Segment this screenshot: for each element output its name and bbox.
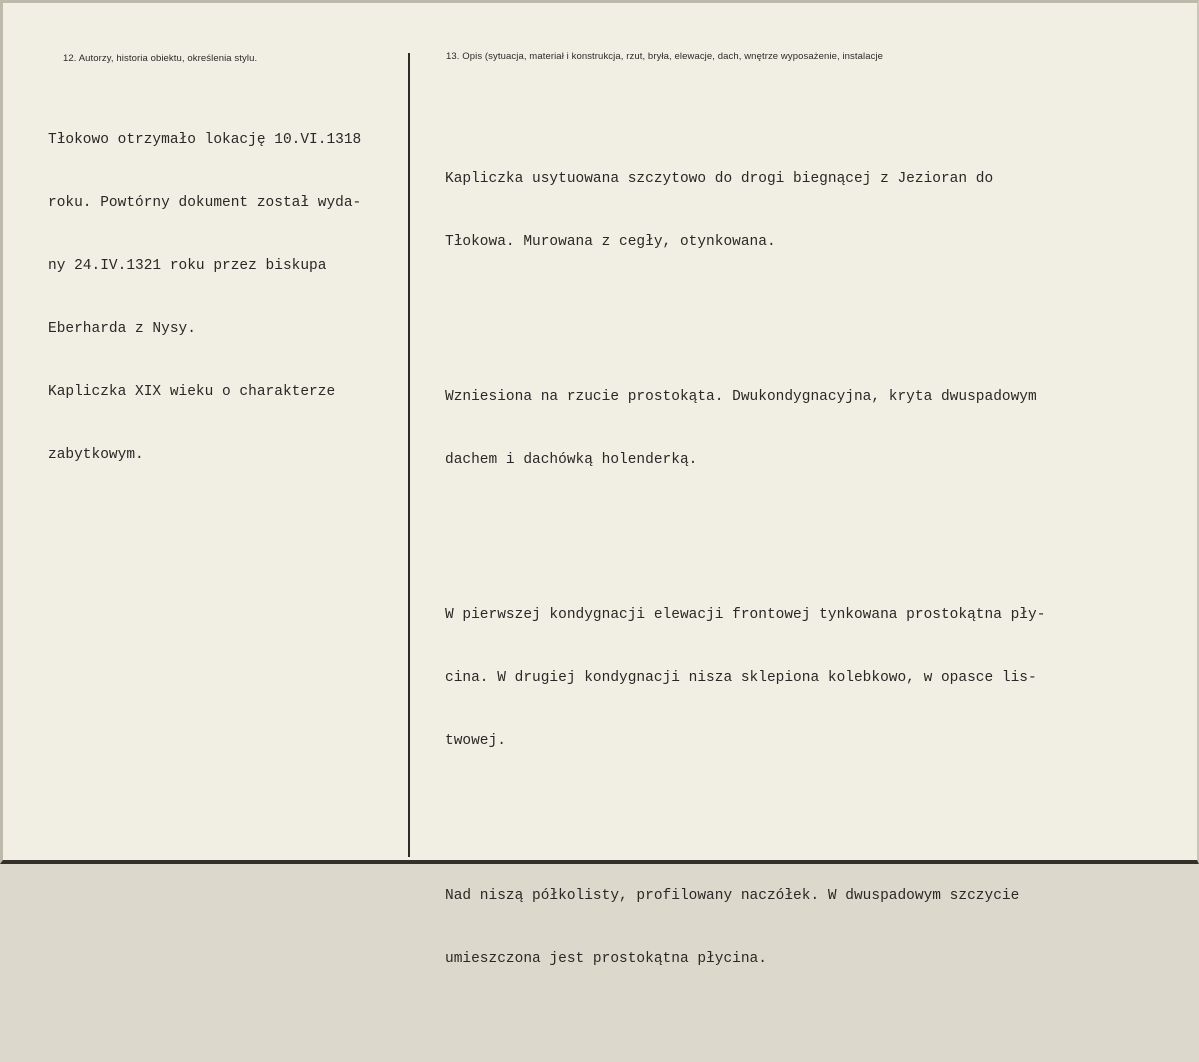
text-line: Tłokowa. Murowana z cegły, otynkowana. bbox=[445, 234, 776, 250]
text-line: Nad niszą półkolisty, profilowany naczółek. W dwuspadowym szczycie bbox=[445, 888, 1020, 904]
text-line: W pierwszej kondygnacji elewacji frontowej tynkowana prostokątna pły- bbox=[445, 607, 1046, 623]
column-divider bbox=[408, 53, 410, 857]
description-paragraph bbox=[445, 563, 1045, 794]
text-line: zabytkowym. bbox=[48, 447, 144, 463]
description-paragraph bbox=[445, 127, 1045, 295]
history-text bbox=[48, 88, 361, 508]
field-12-label: 12. Autorzy, historia obiektu, określenia stylu. bbox=[63, 53, 258, 64]
text-line: Wzniesiona na rzucie prostokąta. Dwukondygnacyjna, kryta dwuspadowym bbox=[445, 389, 1037, 405]
text-line: roku. Powtórny dokument został wyda- bbox=[48, 195, 362, 211]
text-line: ny 24.IV.1321 roku przez biskupa bbox=[48, 258, 327, 274]
text-line: umieszczona jest prostokątna płycina. bbox=[445, 951, 767, 967]
description-paragraph bbox=[445, 844, 1045, 1012]
text-line: Eberharda z Nysy. bbox=[48, 321, 196, 337]
text-line: Kapliczka XIX wieku o charakterze bbox=[48, 384, 336, 400]
field-13-label: 13. Opis (sytuacja, materiał i konstrukcja, rzut, bryła, elewacje, dach, wnętrze wyposażenie, instalacje bbox=[446, 51, 884, 62]
description-paragraph bbox=[445, 345, 1045, 513]
text-line: dachem i dachówką holenderką. bbox=[445, 452, 698, 468]
text-line: Kapliczka usytuowana szczytowo do drogi biegnącej z Jezioran do bbox=[445, 171, 994, 187]
text-line: cina. W drugiej kondygnacji nisza sklepiona kolebkowo, w opasce lis- bbox=[445, 670, 1037, 686]
text-line: Tłokowo otrzymało lokację 10.VI.1318 bbox=[48, 132, 362, 148]
text-line: twowej. bbox=[445, 733, 506, 749]
description-text bbox=[445, 85, 1045, 1062]
